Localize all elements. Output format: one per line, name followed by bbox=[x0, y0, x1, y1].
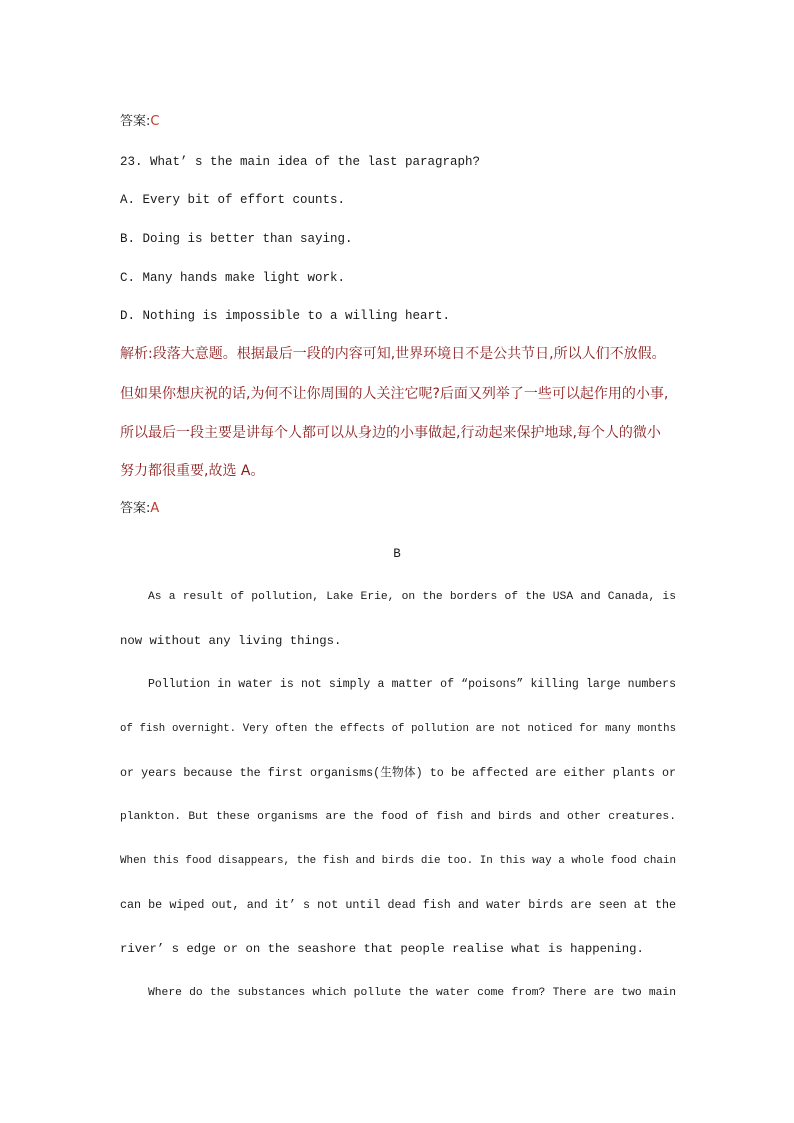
option-c: C. Many hands make light work. bbox=[120, 271, 346, 285]
passage-line: When this food disappears, the fish and birds die too. In this way a whole food chain bbox=[120, 855, 676, 867]
passage-line: Pollution in water is not simply a matter of “poisons” killing large numbers bbox=[148, 678, 676, 691]
passage-line: of fish overnight. Very often the effects of pollution are not noticed for many months bbox=[120, 723, 676, 735]
analysis-line: 解析:段落大意题。根据最后一段的内容可知,世界环境日不是公共节日,所以人们不放假。 bbox=[120, 346, 666, 362]
answer-value: C bbox=[150, 114, 160, 129]
passage-line: plankton. But these organisms are the food of fish and birds and other creatures. bbox=[120, 811, 676, 823]
answer-label: 答案: bbox=[120, 501, 151, 516]
passage-line: Where do the substances which pollute the water come from? There are two main bbox=[148, 987, 676, 999]
option-b: B. Doing is better than saying. bbox=[120, 232, 353, 246]
answer-line-a bbox=[120, 501, 159, 517]
passage-line: can be wiped out, and it’ s not until dead fish and water birds are seen at the bbox=[120, 898, 676, 912]
answer-line-c bbox=[120, 114, 159, 130]
analysis-line: 但如果你想庆祝的话,为何不让你周围的人关注它呢?后面又列举了一些可以起作用的小事, bbox=[120, 386, 669, 402]
answer-value: A bbox=[150, 501, 160, 516]
answer-label: 答案: bbox=[120, 114, 151, 129]
question-stem: 23. What’ s the main idea of the last paragraph? bbox=[120, 155, 481, 169]
analysis-line: 努力都很重要,故选 A。 bbox=[120, 463, 265, 479]
section-title: B bbox=[393, 547, 401, 561]
passage-line: As a result of pollution, Lake Erie, on the borders of the USA and Canada, is bbox=[148, 591, 676, 603]
passage-line: river’ s edge or on the seashore that people realise what is happening. bbox=[120, 942, 644, 956]
option-a: A. Every bit of effort counts. bbox=[120, 193, 346, 207]
passage-line: or years because the first organisms(生物体) to be affected are either plants or bbox=[120, 766, 676, 780]
analysis-line: 所以最后一段主要是讲每个人都可以从身边的小事做起,行动起来保护地球,每个人的微小 bbox=[120, 425, 661, 441]
option-d: D. Nothing is impossible to a willing heart. bbox=[120, 309, 451, 323]
passage-line: now without any living things. bbox=[120, 634, 342, 648]
